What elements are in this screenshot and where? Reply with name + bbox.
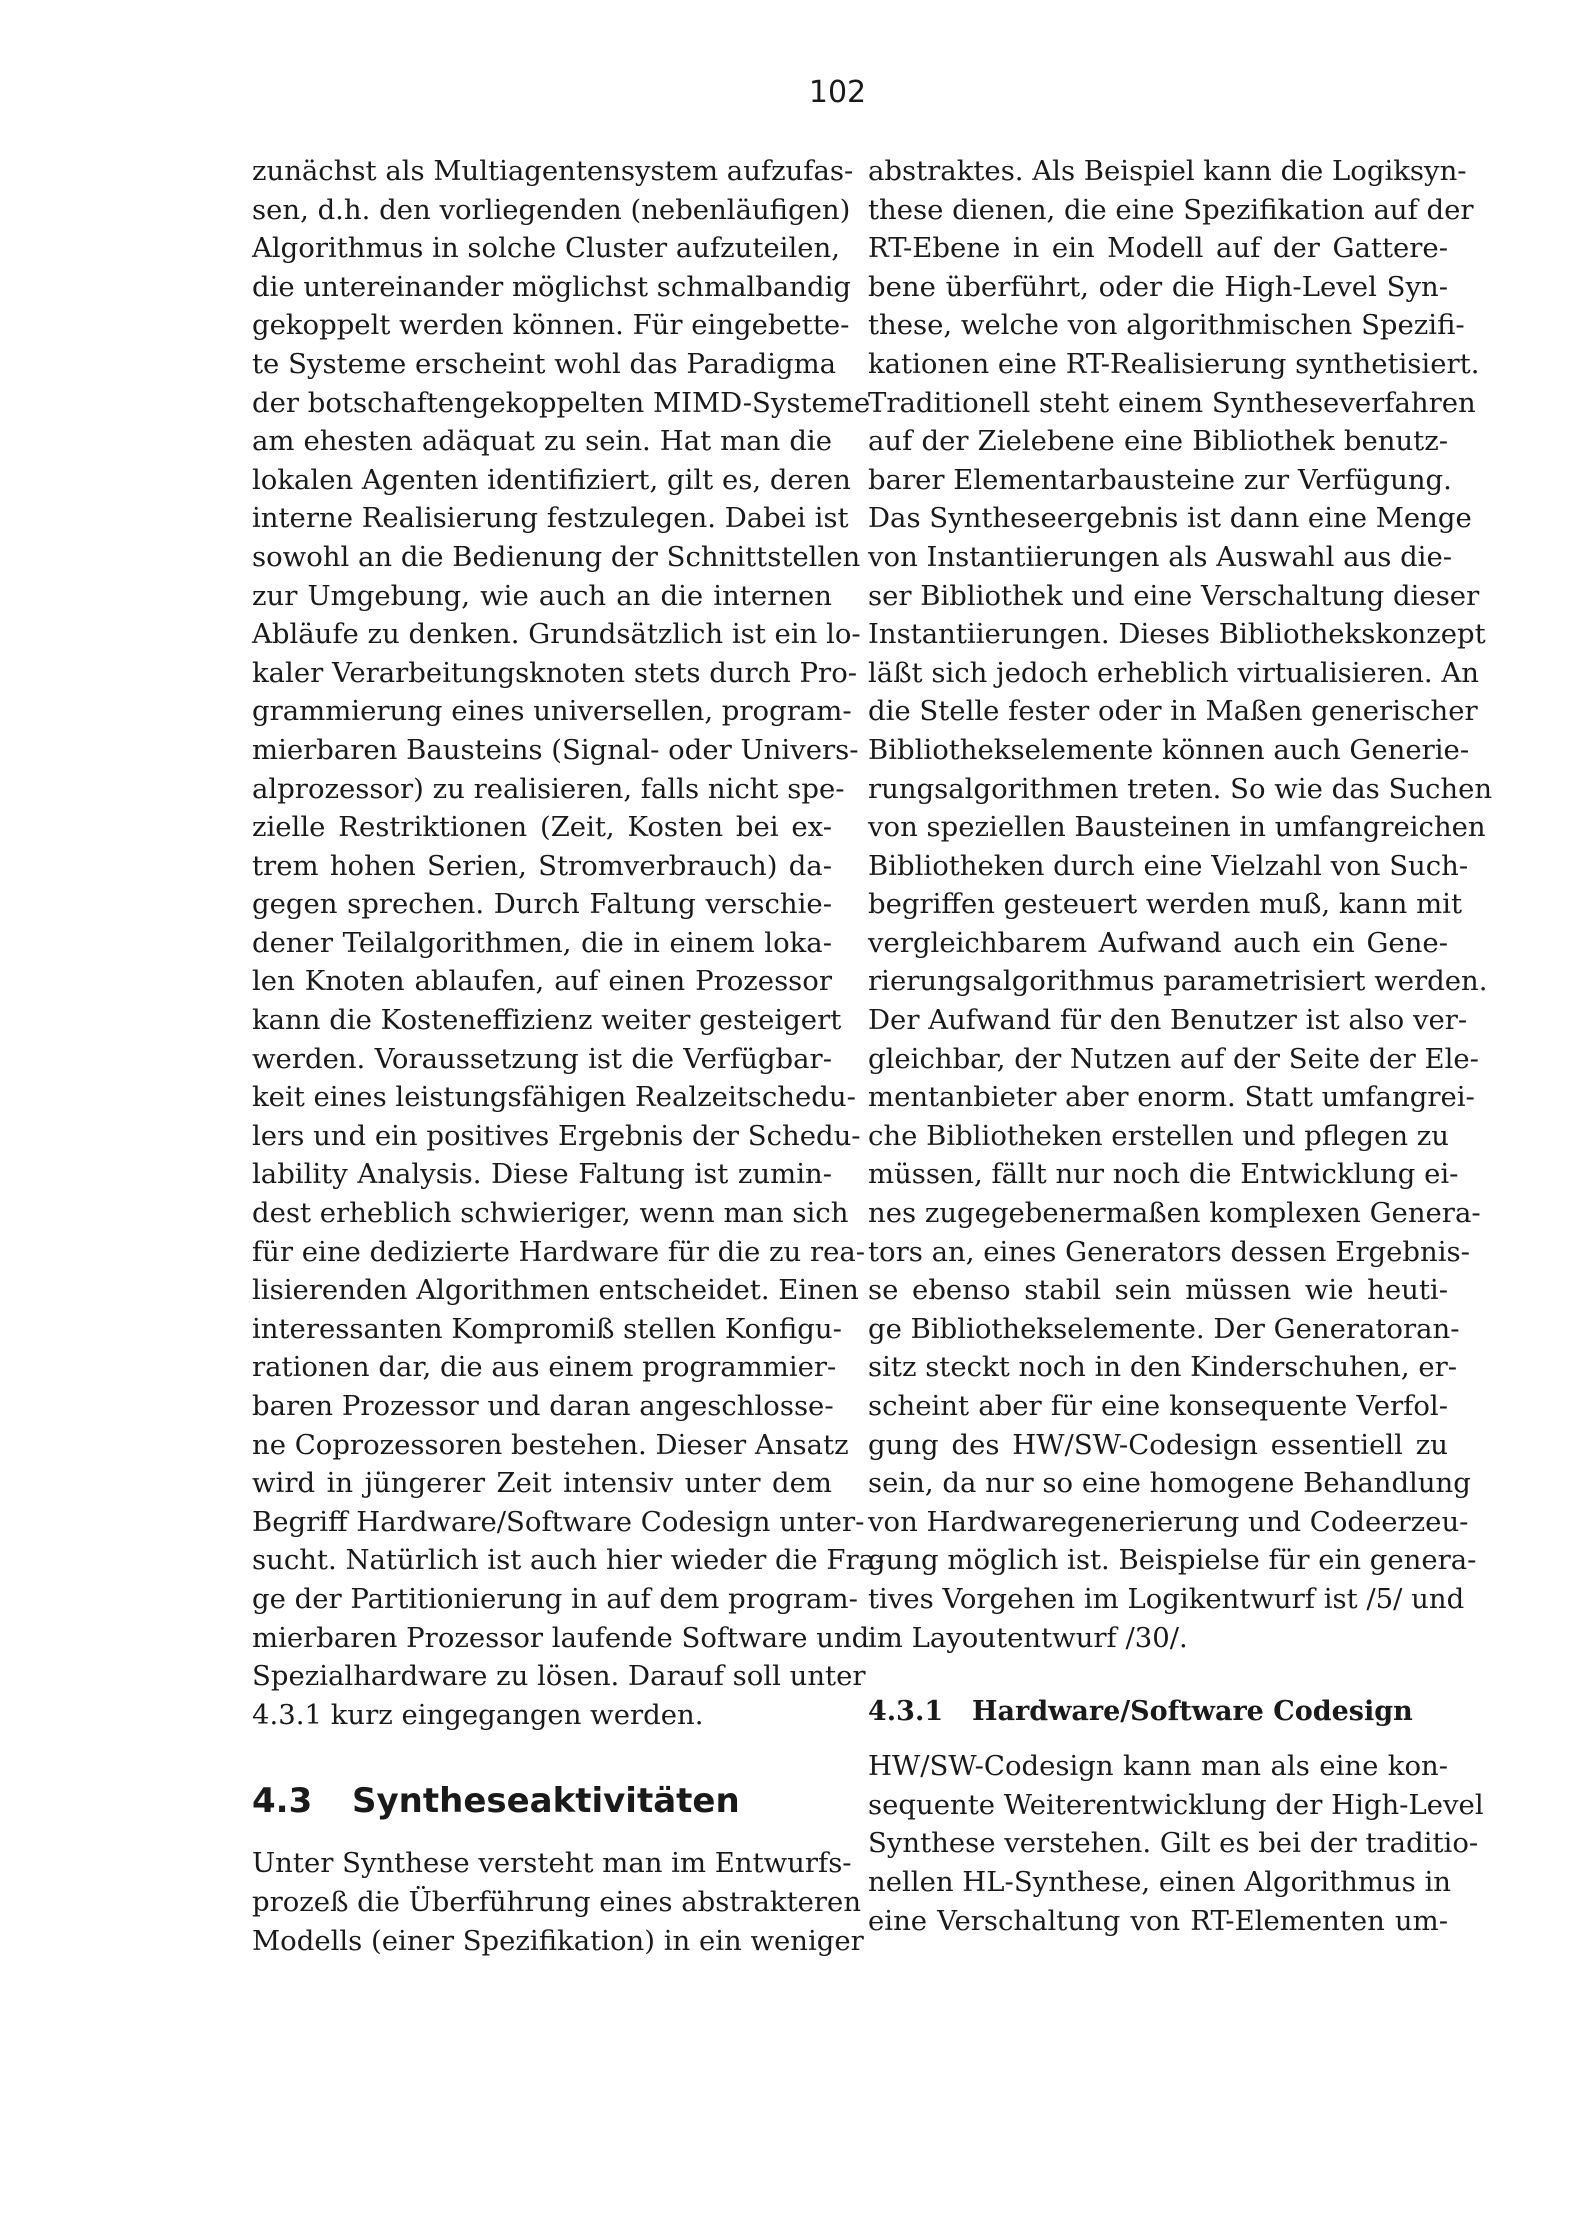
text-line: these dienen, die eine Spezifikation auf der	[868, 193, 1474, 226]
text-line: zur Umgebung, wie auch an die internen	[252, 579, 832, 612]
text-line: abstraktes. Als Beispiel kann die Logiksyn-	[868, 155, 1467, 187]
text-line: trem hohen Serien, Stromverbrauch) da-	[252, 849, 832, 882]
section-heading-4-3	[252, 1768, 832, 1834]
text-line: HW/SW-Codesign kann man als eine kon-	[868, 1750, 1448, 1783]
text-line: Der Aufwand für den Benutzer ist also ver-	[868, 1004, 1468, 1037]
right-paragraph-2	[868, 1747, 1484, 1940]
text-line: Das Syntheseergebnis ist dann eine Menge	[868, 502, 1472, 535]
text-line: keit eines leistungsfähigen Realzeitschedu-	[252, 1081, 856, 1114]
section-number: 4.3	[252, 1781, 313, 1822]
text-line: von Instantiierungen als Auswahl aus die-	[868, 540, 1453, 573]
text-line: lers und ein positives Ergebnis der Schedu-	[252, 1119, 861, 1152]
text-line: prozeß die Überführung eines abstrakteren	[252, 1885, 862, 1918]
text-line: der botschaftengekoppelten MIMD-Systeme	[252, 386, 871, 419]
text-line: am ehesten adäquat zu sein. Hat man die	[252, 425, 832, 458]
right-column	[868, 152, 1493, 1940]
page-number: 102	[808, 75, 867, 110]
text-line: Bibliothekselemente können auch Generie-	[868, 733, 1470, 766]
text-line: vergleichbarem Aufwand auch ein Gene-	[868, 926, 1448, 959]
text-line: sowohl an die Bedienung der Schnittstellen	[252, 540, 861, 573]
left-paragraph-1	[252, 152, 885, 1734]
text-line: gekoppelt werden können. Für eingebette-	[252, 309, 850, 342]
text-line: grammierung eines universellen, program-	[252, 695, 852, 728]
text-line: Bibliotheken durch eine Vielzahl von Such-	[868, 849, 1469, 882]
text-line: die Stelle fester oder in Maßen generischer	[868, 695, 1478, 728]
text-line: läßt sich jedoch erheblich virtualisieren. An	[868, 656, 1479, 689]
text-line: eine Verschaltung von RT-Elementen um-	[868, 1904, 1448, 1937]
text-line: rungsalgorithmen treten. So wie das Suchen	[868, 772, 1493, 805]
text-line: gung möglich ist. Beispielse für ein genera-	[868, 1544, 1477, 1577]
text-line: zielle Restriktionen (Zeit, Kosten bei ex-	[252, 811, 832, 844]
text-line: these, welche von algorithmischen Spezifi-	[868, 309, 1465, 342]
subsection-title: Hardware/Software Codesign	[972, 1696, 1413, 1728]
text-line: nes zugegebenermaßen komplexen Genera-	[868, 1197, 1481, 1230]
text-line: zunächst als Multiagentensystem aufzufas-	[252, 155, 854, 187]
subsection-heading-4-3-1	[868, 1687, 1448, 1737]
text-line: Begriff Hardware/Software Codesign unter-	[252, 1505, 865, 1538]
text-line: baren Prozessor und daran angeschlosse-	[252, 1390, 834, 1422]
text-line: ge der Partitionierung in auf dem program-	[252, 1582, 858, 1615]
text-line: dest erheblich schwieriger, wenn man sich	[252, 1197, 849, 1230]
text-line: gung des HW/SW-Codesign essentiell zu	[868, 1428, 1448, 1461]
text-line: dener Teilalgorithmen, die in einem loka-	[252, 926, 832, 959]
text-line: Unter Synthese versteht man im Entwurfs-	[252, 1847, 852, 1880]
text-line: sen, d.h. den vorliegenden (nebenläufigen)	[252, 193, 851, 226]
text-line: interne Realisierung festzulegen. Dabei ist	[252, 502, 849, 535]
subsection-number: 4.3.1	[868, 1696, 944, 1728]
text-line: alprozessor) zu realisieren, falls nicht spe-	[252, 772, 845, 805]
text-line: sein, da nur so eine homogene Behandlung	[868, 1467, 1471, 1500]
text-line: Synthese verstehen. Gilt es bei der traditio-	[868, 1827, 1479, 1860]
text-line: te Systeme erscheint wohl das Paradigma	[252, 347, 837, 380]
right-paragraph-1	[868, 152, 1493, 1657]
text-line: lability Analysis. Diese Faltung ist zumin-	[252, 1158, 832, 1191]
text-line: se ebenso stabil sein müssen wie heuti-	[868, 1274, 1448, 1307]
text-line: sitz steckt noch in den Kinderschuhen, er-	[868, 1351, 1458, 1384]
text-line: mentanbieter aber enorm. Statt umfangrei-	[868, 1081, 1475, 1114]
text-line: wird in jüngerer Zeit intensiv unter dem	[252, 1467, 832, 1500]
left-column	[252, 152, 885, 1960]
text-line: Algorithmus in solche Cluster aufzuteilen,	[252, 232, 841, 265]
text-line: Modells (einer Spezifikation) in ein weniger	[252, 1924, 864, 1957]
text-line: gleichbar, der Nutzen auf der Seite der Ele-	[868, 1042, 1479, 1075]
text-line: begriffen gesteuert werden muß, kann mit	[868, 888, 1463, 921]
text-line: sequente Weiterentwicklung der High-Level	[868, 1788, 1484, 1821]
text-line: von Hardwaregenerierung und Codeerzeu-	[868, 1505, 1469, 1538]
text-line: Traditionell steht einem Syntheseverfahren	[868, 386, 1476, 419]
section-title: Syntheseaktivitäten	[352, 1781, 740, 1822]
text-line: len Knoten ablaufen, auf einen Prozessor	[252, 965, 832, 998]
left-paragraph-2	[252, 1844, 864, 1960]
text-line: kann die Kosteneffizienz weiter gesteigert	[252, 1004, 842, 1037]
text-line: müssen, fällt nur noch die Entwicklung ei-	[868, 1158, 1459, 1191]
text-line: werden. Voraussetzung ist die Verfügbar-	[252, 1042, 832, 1075]
text-line: im Layoutentwurf /30/.	[868, 1621, 1188, 1654]
text-line: che Bibliotheken erstellen und pflegen zu	[868, 1119, 1450, 1152]
text-line: ne Coprozessoren bestehen. Dieser Ansatz	[252, 1428, 849, 1461]
text-line: nellen HL-Synthese, einen Algorithmus in	[868, 1865, 1452, 1898]
text-line: mierbaren Prozessor laufende Software und	[252, 1621, 870, 1654]
text-line: interessanten Kompromiß stellen Konfigu-	[252, 1312, 842, 1345]
text-line: lisierenden Algorithmen entscheidet. Einen	[252, 1274, 859, 1307]
text-line: 4.3.1 kurz eingegangen werden.	[252, 1698, 704, 1731]
text-line: rationen dar, die aus einem programmier-	[252, 1351, 837, 1384]
text-line: gegen sprechen. Durch Faltung verschie-	[252, 888, 832, 921]
text-line: RT-Ebene in ein Modell auf der Gattere-	[868, 232, 1448, 265]
text-line: lokalen Agenten identifiziert, gilt es, deren	[252, 463, 851, 496]
text-line: Instantiierungen. Dieses Bibliothekskonzept	[868, 618, 1486, 651]
text-line: für eine dedizierte Hardware für die zu rea-	[252, 1235, 866, 1268]
text-line: bene überführt, oder die High-Level Syn-	[868, 270, 1448, 303]
text-line: mierbaren Bausteins (Signal- oder Univers-	[252, 733, 859, 766]
text-line: tors an, eines Generators dessen Ergebnis-	[868, 1235, 1470, 1268]
text-line: auf der Zielebene eine Bibliothek benutz-	[868, 425, 1448, 458]
text-line: scheint aber für eine konsequente Verfol-	[868, 1390, 1448, 1422]
text-line: rierungsalgorithmus parametrisiert werden.	[868, 965, 1488, 998]
text-line: kationen eine RT-Realisierung synthetisiert.	[868, 347, 1480, 380]
text-line: die untereinander möglichst schmalbandig	[252, 270, 852, 303]
text-line: barer Elementarbausteine zur Verfügung.	[868, 463, 1452, 496]
text-line: von speziellen Bausteinen in umfangreichen	[868, 811, 1486, 844]
text-line: sucht. Natürlich ist auch hier wieder die Fra-	[252, 1544, 885, 1577]
text-line: ser Bibliothek und eine Verschaltung dieser	[868, 579, 1480, 612]
text-line: ge Bibliothekselemente. Der Generatoran-	[868, 1312, 1460, 1345]
text-line: tives Vorgehen im Logikentwurf ist /5/ und	[868, 1582, 1465, 1615]
text-line: Abläufe zu denken. Grundsätzlich ist ein lo-	[252, 618, 861, 651]
text-line: kaler Verarbeitungsknoten stets durch Pro-	[252, 656, 858, 689]
text-line: Spezialhardware zu lösen. Darauf soll unter	[252, 1660, 866, 1693]
